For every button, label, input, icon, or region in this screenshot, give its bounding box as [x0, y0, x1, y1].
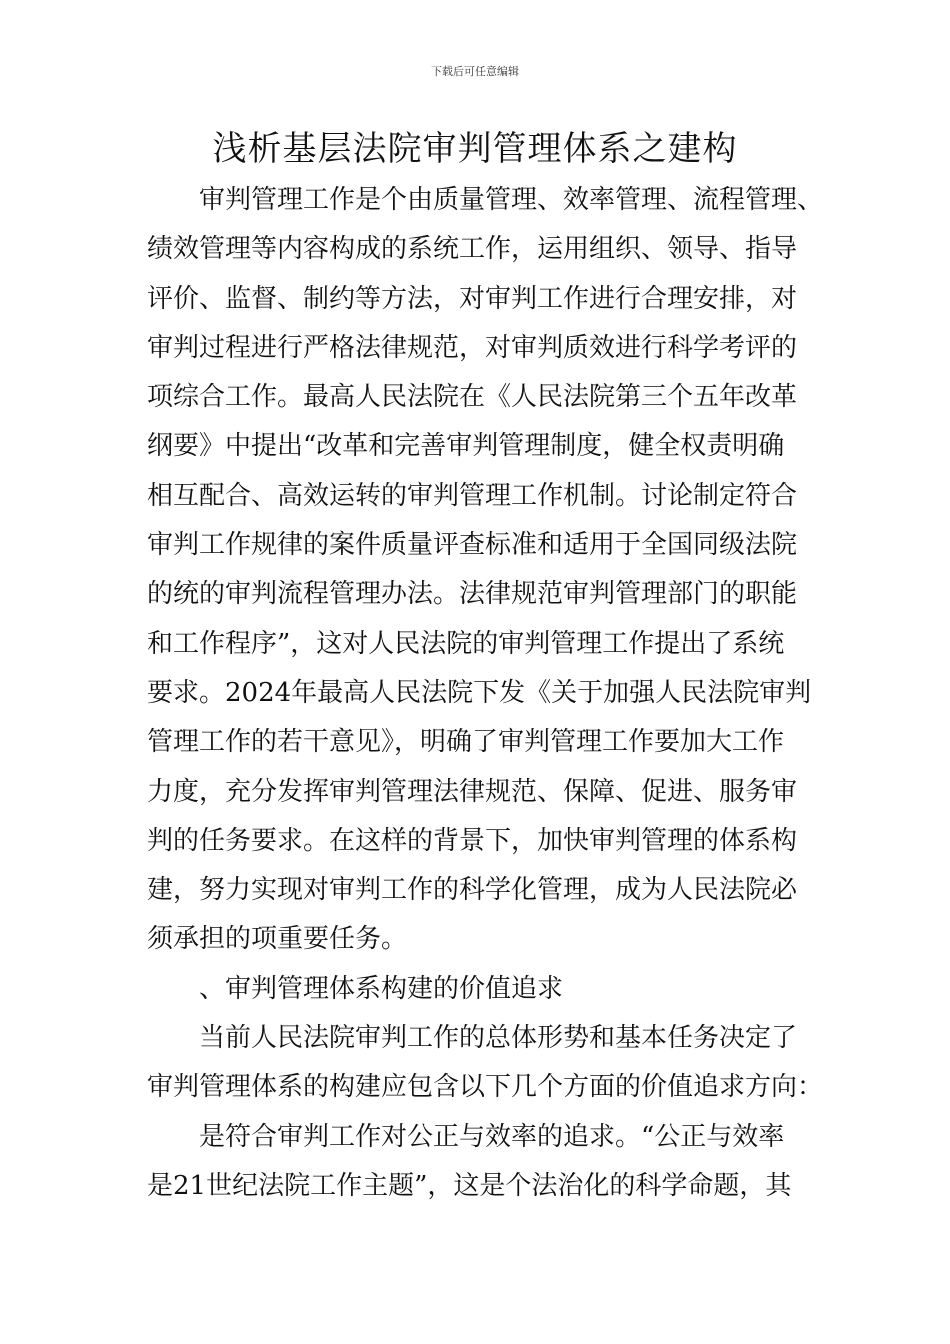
paragraph-line: 是符合审判工作对公正与效率的追求。“公正与效率 — [199, 1121, 785, 1152]
paragraph-line: 力度，充分发挥审判管理法律规范、保障、促进、服务审 — [147, 776, 798, 807]
paragraph-line: 审判过程进行严格法律规范，对审判质效进行科学考评的 — [147, 332, 798, 363]
document-title: 浅析基层法院审判管理体系之建构 — [212, 129, 738, 169]
paragraph-line: 审判工作规律的案件质量评查标准和适用于全国同级法院 — [147, 530, 798, 561]
paragraph-line: 当前人民法院审判工作的总体形势和基本任务决定了 — [199, 1023, 798, 1054]
paragraph-line: 评价、监督、制约等方法，对审判工作进行合理安排，对 — [147, 283, 798, 314]
paragraph-line: 纲要》中提出“改革和完善审判管理制度，健全权责明确 — [147, 431, 785, 462]
paragraph-line: 建，努力实现对审判工作的科学化管理，成为人民法院必 — [147, 875, 798, 906]
paragraph-line: 项综合工作。最高人民法院在《人民法院第三个五年改革 — [147, 382, 798, 413]
paragraph-line: 和工作程序”，这对人民法院的审判管理工作提出了系统 — [147, 628, 785, 659]
paragraph-line: 要求。2024年最高人民法院下发《关于加强人民法院审判 — [147, 677, 812, 708]
paragraph-line: 的统的审判流程管理办法。法律规范审判管理部门的职能 — [147, 579, 798, 610]
page-header-note: 下载后可任意编辑 — [431, 65, 519, 78]
paragraph-line: 管理工作的若干意见》，明确了审判管理工作要加大工作 — [147, 727, 785, 758]
paragraph-line: 绩效管理等内容构成的系统工作，运用组织、领导、指导 — [147, 234, 798, 265]
paragraph-line: 须承担的项重要任务。 — [147, 924, 408, 955]
paragraph-line: 是21世纪法院工作主题”，这是个法治化的科学命题，其 — [147, 1170, 792, 1201]
paragraph-line: 判的任务要求。在这样的背景下，加快审判管理的体系构 — [147, 825, 798, 856]
paragraph-line: 相互配合、高效运转的审判管理工作机制。讨论制定符合 — [147, 480, 798, 511]
paragraph-line: 审判管理工作是个由质量管理、效率管理、流程管理、 — [199, 185, 824, 215]
paragraph-line: 审判管理体系的构建应包含以下几个方面的价值追求方向： — [147, 1072, 824, 1103]
section-heading: 、审判管理体系构建的价值追求 — [199, 973, 564, 1004]
document-body — [147, 176, 827, 1211]
